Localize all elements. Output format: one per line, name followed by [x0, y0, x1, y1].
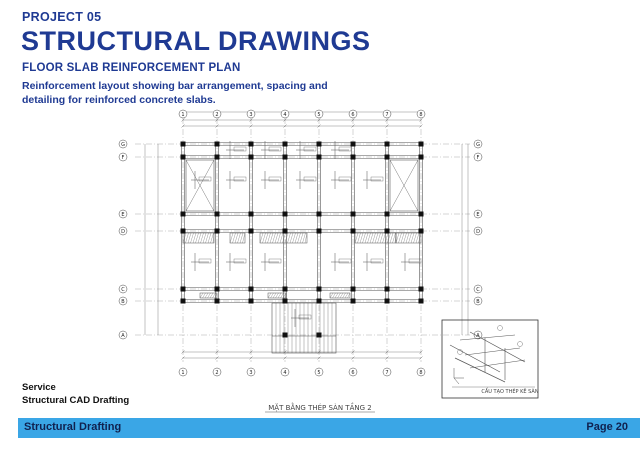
- hatch-line: [206, 233, 209, 243]
- column: [385, 212, 390, 217]
- grid-letter: G: [121, 142, 125, 148]
- rebar-tag: [304, 147, 316, 151]
- rebar-tag: [269, 259, 281, 263]
- detail-callout: [518, 342, 523, 347]
- project-label: PROJECT 05: [22, 10, 102, 24]
- hatch-line: [290, 233, 293, 243]
- hatch-line: [188, 233, 191, 243]
- footer-section-name: Structural Drafting: [24, 421, 122, 433]
- hatch-line: [293, 233, 296, 243]
- hatch-line: [186, 233, 189, 243]
- hatch-line: [268, 233, 271, 243]
- hatch-line: [268, 293, 271, 298]
- hatch-line: [208, 293, 211, 298]
- hatch-line: [380, 233, 383, 243]
- hatch-line: [281, 293, 284, 298]
- column: [351, 299, 356, 304]
- grid-number: 7: [385, 370, 389, 376]
- hatch-line: [196, 233, 199, 243]
- rebar-tag: [339, 147, 351, 151]
- hatch-line: [355, 233, 358, 243]
- detail-line: [454, 378, 459, 384]
- hatch-line: [343, 293, 346, 298]
- column: [385, 287, 390, 292]
- hatch-line: [330, 293, 333, 298]
- column: [181, 229, 186, 234]
- grid-number: 2: [215, 112, 219, 118]
- column: [283, 142, 288, 147]
- grid-number: 3: [249, 112, 253, 118]
- hatch-line: [406, 233, 409, 243]
- hatch-line: [300, 233, 303, 243]
- rebar-tag: [269, 177, 281, 181]
- hatch-line: [288, 233, 291, 243]
- hatch-line: [265, 233, 268, 243]
- hatch-line: [230, 233, 233, 243]
- hatch-line: [238, 233, 241, 243]
- grid-number: 8: [419, 370, 423, 376]
- column: [317, 142, 322, 147]
- hatch-line: [388, 233, 391, 243]
- hatch-line: [348, 293, 351, 298]
- hatch-line: [358, 233, 361, 243]
- hatch-line: [373, 233, 376, 243]
- hatch-line: [409, 233, 412, 243]
- drawing-subtitle: FLOOR SLAB REINFORCEMENT PLAN: [22, 62, 241, 74]
- rebar-tag: [339, 177, 351, 181]
- grid-number: 4: [283, 112, 287, 118]
- column: [215, 155, 220, 160]
- hatch-line: [240, 233, 243, 243]
- column: [317, 155, 322, 160]
- grid-letter: D: [476, 229, 480, 235]
- column: [283, 155, 288, 160]
- column: [317, 212, 322, 217]
- hatch-line: [275, 233, 278, 243]
- column: [419, 212, 424, 217]
- column: [215, 142, 220, 147]
- column: [419, 155, 424, 160]
- plan-title: MẶT BẰNG THÉP SÀN TẦNG 2: [268, 404, 372, 412]
- hatch-line: [399, 233, 402, 243]
- column: [249, 155, 254, 160]
- column: [181, 299, 186, 304]
- grid-letter: B: [476, 299, 480, 305]
- detail-callout: [498, 326, 503, 331]
- rebar-tag: [199, 259, 211, 263]
- column: [215, 212, 220, 217]
- column: [351, 229, 356, 234]
- hatch-line: [235, 233, 238, 243]
- hatch-line: [203, 293, 206, 298]
- hatch-line: [368, 233, 371, 243]
- hatch-line: [260, 233, 263, 243]
- column: [351, 155, 356, 160]
- hatch-line: [396, 233, 399, 243]
- column: [181, 287, 186, 292]
- rebar-tag: [234, 259, 246, 263]
- footer-bar: [18, 418, 640, 438]
- column: [385, 155, 390, 160]
- detail-line: [470, 360, 525, 368]
- hatch-line: [345, 293, 348, 298]
- grid-number: 1: [181, 370, 185, 376]
- detail-line: [465, 348, 520, 355]
- rebar-tag: [304, 177, 316, 181]
- rebar-tag: [269, 147, 281, 151]
- hatch-line: [278, 233, 281, 243]
- column: [317, 333, 322, 338]
- grid-letter: E: [121, 212, 125, 218]
- column: [351, 142, 356, 147]
- hatch-line: [193, 233, 196, 243]
- grid-number: 5: [317, 112, 321, 118]
- column: [317, 229, 322, 234]
- column: [283, 333, 288, 338]
- rebar-chair-detail: [442, 320, 538, 398]
- detail-title: CẤU TẠO THÉP KÊ SÀN: [481, 389, 539, 395]
- hatch-line: [360, 233, 363, 243]
- rebar-tag: [199, 177, 211, 181]
- grid-number: 2: [215, 370, 219, 376]
- grid-letter: E: [476, 212, 480, 218]
- hatch-line: [271, 293, 274, 298]
- page-number: Page 20: [586, 421, 628, 433]
- column: [181, 142, 186, 147]
- column: [249, 142, 254, 147]
- hatch-line: [278, 293, 281, 298]
- grid-letter: C: [476, 287, 480, 293]
- column: [249, 287, 254, 292]
- grid-letter: A: [121, 333, 125, 339]
- grid-letter: G: [476, 142, 480, 148]
- hatch-line: [404, 233, 407, 243]
- hatch-line: [305, 233, 307, 243]
- hatch-line: [191, 233, 194, 243]
- hatch-line: [213, 293, 216, 298]
- hatch-line: [378, 233, 381, 243]
- hatch-line: [203, 233, 206, 243]
- column: [181, 212, 186, 217]
- column: [419, 142, 424, 147]
- grid-letter: F: [476, 155, 480, 161]
- hatch-line: [276, 293, 279, 298]
- rebar-tag: [339, 259, 351, 263]
- hatch-line: [270, 233, 273, 243]
- grid-number: 6: [351, 370, 355, 376]
- hatch-line: [298, 233, 301, 243]
- column: [419, 229, 424, 234]
- hatch-line: [370, 233, 373, 243]
- hatch-line: [390, 233, 393, 243]
- grid-letter: F: [121, 155, 125, 161]
- column: [317, 287, 322, 292]
- hatch-line: [375, 233, 378, 243]
- column: [419, 299, 424, 304]
- rebar-tag: [299, 315, 311, 319]
- grid-number: 8: [419, 112, 423, 118]
- column: [249, 299, 254, 304]
- hatch-line: [416, 233, 419, 243]
- column: [283, 212, 288, 217]
- column: [181, 155, 186, 160]
- column: [215, 287, 220, 292]
- hatch-line: [338, 293, 341, 298]
- grid-letter: A: [476, 333, 480, 339]
- column: [385, 229, 390, 234]
- grid-number: 3: [249, 370, 253, 376]
- grid-number: 7: [385, 112, 389, 118]
- grid-number: 1: [181, 112, 185, 118]
- hatch-line: [401, 233, 404, 243]
- hatch-line: [233, 233, 236, 243]
- column: [385, 299, 390, 304]
- column: [283, 229, 288, 234]
- grid-number: 6: [351, 112, 355, 118]
- drawing-description: Reinforcement layout showing bar arrangement, spacing and detailing for reinforced concrete slabs.: [22, 80, 328, 106]
- hatch-line: [263, 233, 266, 243]
- rebar-tag: [234, 147, 246, 151]
- column: [283, 287, 288, 292]
- detail-line: [460, 335, 515, 340]
- hatch-line: [303, 233, 306, 243]
- hatch-line: [365, 233, 368, 243]
- column: [249, 212, 254, 217]
- hatch-line: [210, 293, 213, 298]
- hatch-line: [414, 233, 417, 243]
- service-label: Service: [22, 382, 56, 393]
- grid-letter: C: [121, 287, 125, 293]
- hatch-line: [340, 293, 343, 298]
- hatch-line: [383, 233, 386, 243]
- hatch-line: [201, 233, 204, 243]
- hatch-line: [333, 293, 336, 298]
- hatch-line: [243, 233, 246, 243]
- hatch-line: [411, 233, 414, 243]
- hatch-line: [205, 293, 208, 298]
- column: [215, 229, 220, 234]
- column: [215, 299, 220, 304]
- service-value: Structural CAD Drafting: [22, 395, 130, 406]
- grid-letter: B: [121, 299, 125, 305]
- column: [249, 229, 254, 234]
- column: [351, 287, 356, 292]
- hatch-line: [273, 233, 276, 243]
- column: [317, 299, 322, 304]
- page-title: STRUCTURAL DRAWINGS: [21, 26, 371, 56]
- rebar-tag: [371, 177, 383, 181]
- hatch-line: [295, 233, 298, 243]
- hatch-line: [280, 233, 283, 243]
- column: [283, 299, 288, 304]
- column: [385, 142, 390, 147]
- hatch-line: [200, 293, 203, 298]
- column: [419, 287, 424, 292]
- hatch-line: [273, 293, 276, 298]
- hatch-line: [363, 233, 366, 243]
- hatch-line: [335, 293, 338, 298]
- grid-letter: D: [121, 229, 125, 235]
- rebar-tag: [234, 177, 246, 181]
- hatch-line: [208, 233, 211, 243]
- rebar-tag: [371, 259, 383, 263]
- grid-number: 5: [317, 370, 321, 376]
- hatch-line: [198, 233, 201, 243]
- detail-line: [455, 358, 505, 382]
- column: [351, 212, 356, 217]
- grid-number: 4: [283, 370, 287, 376]
